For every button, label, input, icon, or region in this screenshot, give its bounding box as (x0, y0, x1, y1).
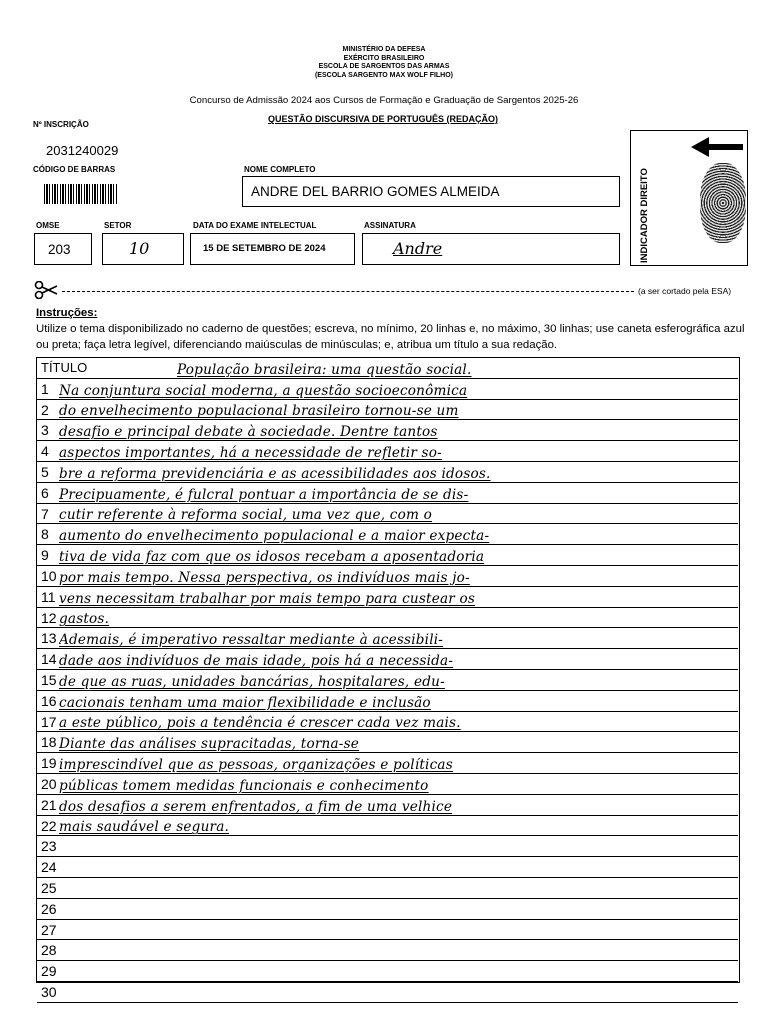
essay-line[interactable] (37, 753, 738, 774)
essay-line[interactable] (37, 732, 738, 753)
essay-line[interactable] (37, 545, 738, 566)
line-text: imprescindível que as pessoas, organizações e políticas (59, 756, 453, 773)
essay-line[interactable] (37, 920, 738, 941)
line-number: 21 (41, 796, 57, 813)
barcode-label: CÓDIGO DE BARRAS (33, 165, 116, 174)
essay-line[interactable] (37, 940, 738, 961)
essay-line[interactable] (37, 608, 738, 629)
line-number: 9 (41, 547, 49, 564)
line-text: desafio e principal debate à sociedade. Dentre tantos (59, 424, 438, 441)
essay-line[interactable] (37, 774, 738, 795)
cut-line (62, 291, 634, 292)
header-line: EXÉRCITO BRASILEIRO (343, 54, 425, 62)
line-text: por mais tempo. Nessa perspectiva, os indivíduos mais jo- (59, 569, 470, 586)
header-line: MINISTÉRIO DA DEFESA (342, 46, 426, 53)
line-number: 22 (41, 817, 57, 834)
line-text: vens necessitam trabalhar por mais tempo para custear os (59, 590, 476, 607)
essay-line[interactable] (37, 691, 738, 712)
scissors-icon (34, 281, 58, 299)
line-number: 26 (41, 900, 57, 917)
essay-sheet (36, 357, 740, 1000)
line-number: 7 (41, 505, 49, 522)
signature-value: Andre (393, 239, 443, 258)
cut-note: (a ser cortado pela ESA) (638, 286, 732, 296)
line-text: tiva de vida faz com que os idosos recebam a aposentadoria (59, 548, 485, 565)
name-label: NOME COMPLETO (244, 165, 316, 174)
line-text: Ademais, é imperativo ressaltar mediante à acessibili- (59, 632, 444, 649)
essay-line[interactable] (37, 899, 738, 920)
essay-line[interactable] (37, 379, 738, 400)
line-number: 24 (41, 859, 57, 876)
barcode-image (44, 184, 118, 204)
signature-label: ASSINATURA (364, 221, 416, 230)
line-text: dos desafios a serem enfrentados, a fim de uma velhice (59, 798, 453, 815)
essay-line[interactable] (37, 712, 738, 733)
line-number: 2 (41, 401, 49, 418)
line-number: 11 (41, 588, 56, 605)
essay-line[interactable] (37, 400, 738, 421)
line-number: 15 (41, 672, 57, 688)
exam-title: QUESTÃO DISCURSIVA DE PORTUGUÊS (REDAÇÃO) (268, 114, 499, 124)
line-number: 6 (41, 484, 49, 501)
title-row[interactable] (37, 358, 738, 379)
essay-line[interactable] (37, 504, 738, 525)
signature-field[interactable] (362, 233, 620, 265)
line-number: 30 (41, 984, 57, 1000)
line-number: 12 (41, 609, 57, 626)
essay-line[interactable] (37, 587, 738, 608)
indicator-label: INDICADOR DIREITO (639, 168, 650, 263)
line-text: gastos. (59, 611, 110, 628)
omse-value: 203 (48, 242, 71, 257)
line-text: do envelhecimento populacional brasileiro tornou-se um (59, 403, 459, 420)
fingerprint-image (700, 163, 746, 243)
line-number: 10 (41, 568, 57, 584)
inscricao-value: 2031240029 (46, 143, 119, 158)
essay-line[interactable] (37, 524, 738, 545)
essay-title: População brasileira: uma questão social. (177, 361, 472, 378)
essay-line[interactable] (37, 982, 738, 1003)
omse-label: OMSE (36, 221, 60, 230)
line-number: 16 (41, 692, 57, 709)
title-label: TÍTULO (41, 360, 88, 375)
essay-line[interactable] (37, 878, 738, 899)
setor-label: SETOR (104, 221, 132, 230)
essay-line[interactable] (37, 628, 738, 649)
line-number: 18 (41, 734, 57, 751)
line-number: 28 (41, 942, 57, 959)
name-field[interactable] (242, 176, 620, 207)
essay-line[interactable] (37, 462, 738, 483)
header-block (0, 46, 768, 80)
line-text: de que as ruas, unidades bancárias, hospitalares, edu- (59, 673, 445, 690)
line-number: 14 (41, 651, 57, 668)
line-text: Diante das análises supracitadas, torna-se (59, 736, 360, 753)
instructions-text: Utilize o tema disponibilizado no caderno de questões; escreva, no mínimo, 20 linhas e, no máximo, 30 linhas; use caneta esferográfica azul ou preta; faça letra legível, diferenciando maiúsculas de minúsculas; e, atribua um título a sua redação. (36, 323, 745, 351)
essay-line[interactable] (37, 961, 738, 982)
line-number: 20 (41, 776, 57, 792)
line-text: cutir referente à reforma social, uma vez que, com o (59, 507, 432, 524)
line-text: dade aos indivíduos de mais idade, pois há a necessida- (59, 652, 454, 669)
line-number: 8 (41, 526, 49, 543)
essay-line[interactable] (37, 795, 738, 816)
essay-line[interactable] (37, 420, 738, 441)
line-text: a este público, pois a tendência é crescer cada vez mais. (59, 715, 461, 732)
header-line: (ESCOLA SARGENTO MAX WOLF FILHO) (314, 71, 454, 79)
line-number: 1 (41, 380, 49, 397)
header-line: ESCOLA DE SARGENTOS DAS ARMAS (318, 63, 450, 70)
instructions-title: Instruções: (36, 307, 98, 319)
line-number: 5 (41, 464, 49, 480)
essay-line[interactable] (37, 857, 738, 878)
line-number: 3 (41, 422, 49, 439)
name-value: ANDRE DEL BARRIO GOMES ALMEIDA (251, 184, 500, 199)
line-number: 4 (41, 443, 49, 460)
date-value: 15 DE SETEMBRO DE 2024 (203, 243, 326, 254)
inscricao-label: Nº INSCRIÇÃO (33, 120, 89, 129)
arrow-left-icon (691, 137, 743, 157)
essay-line[interactable] (37, 483, 738, 504)
line-number: 25 (41, 880, 57, 896)
line-text: cacionais tenham uma maior flexibilidade e inclusão (59, 694, 431, 711)
line-number: 29 (41, 963, 57, 980)
essay-line[interactable] (37, 566, 738, 587)
line-number: 13 (41, 630, 57, 647)
line-text: mais saudável e segura. (59, 819, 230, 836)
line-number: 27 (41, 921, 57, 938)
date-field[interactable] (190, 233, 355, 265)
line-text: Na conjuntura social moderna, a questão socioeconômica (59, 382, 468, 399)
line-text: aspectos importantes, há a necessidade de refletir so- (59, 444, 442, 461)
line-number: 19 (41, 755, 57, 772)
line-number: 23 (41, 838, 57, 855)
line-text: bre a reforma previdenciária e as acessibilidades aos idosos. (59, 465, 491, 482)
essay-line[interactable] (37, 836, 738, 857)
line-text: aumento do envelhecimento populacional e a maior expecta- (59, 528, 490, 545)
essay-line[interactable] (37, 649, 738, 670)
contest-title: Concurso de Admissão 2024 aos Cursos de Formação e Graduação de Sargentos 2025-26 (189, 95, 579, 106)
setor-value: 10 (129, 239, 150, 258)
line-text: Precipuamente, é fulcral pontuar a importância de se dis- (59, 486, 469, 503)
essay-line[interactable] (37, 816, 738, 837)
essay-line[interactable] (37, 441, 738, 462)
line-text: públicas tomem medidas funcionais e conhecimento (59, 777, 429, 794)
essay-line[interactable] (37, 670, 738, 691)
omse-field[interactable] (34, 233, 92, 265)
line-number: 17 (41, 713, 57, 730)
setor-field[interactable] (102, 233, 184, 265)
date-label: DATA DO EXAME INTELECTUAL (193, 221, 317, 230)
